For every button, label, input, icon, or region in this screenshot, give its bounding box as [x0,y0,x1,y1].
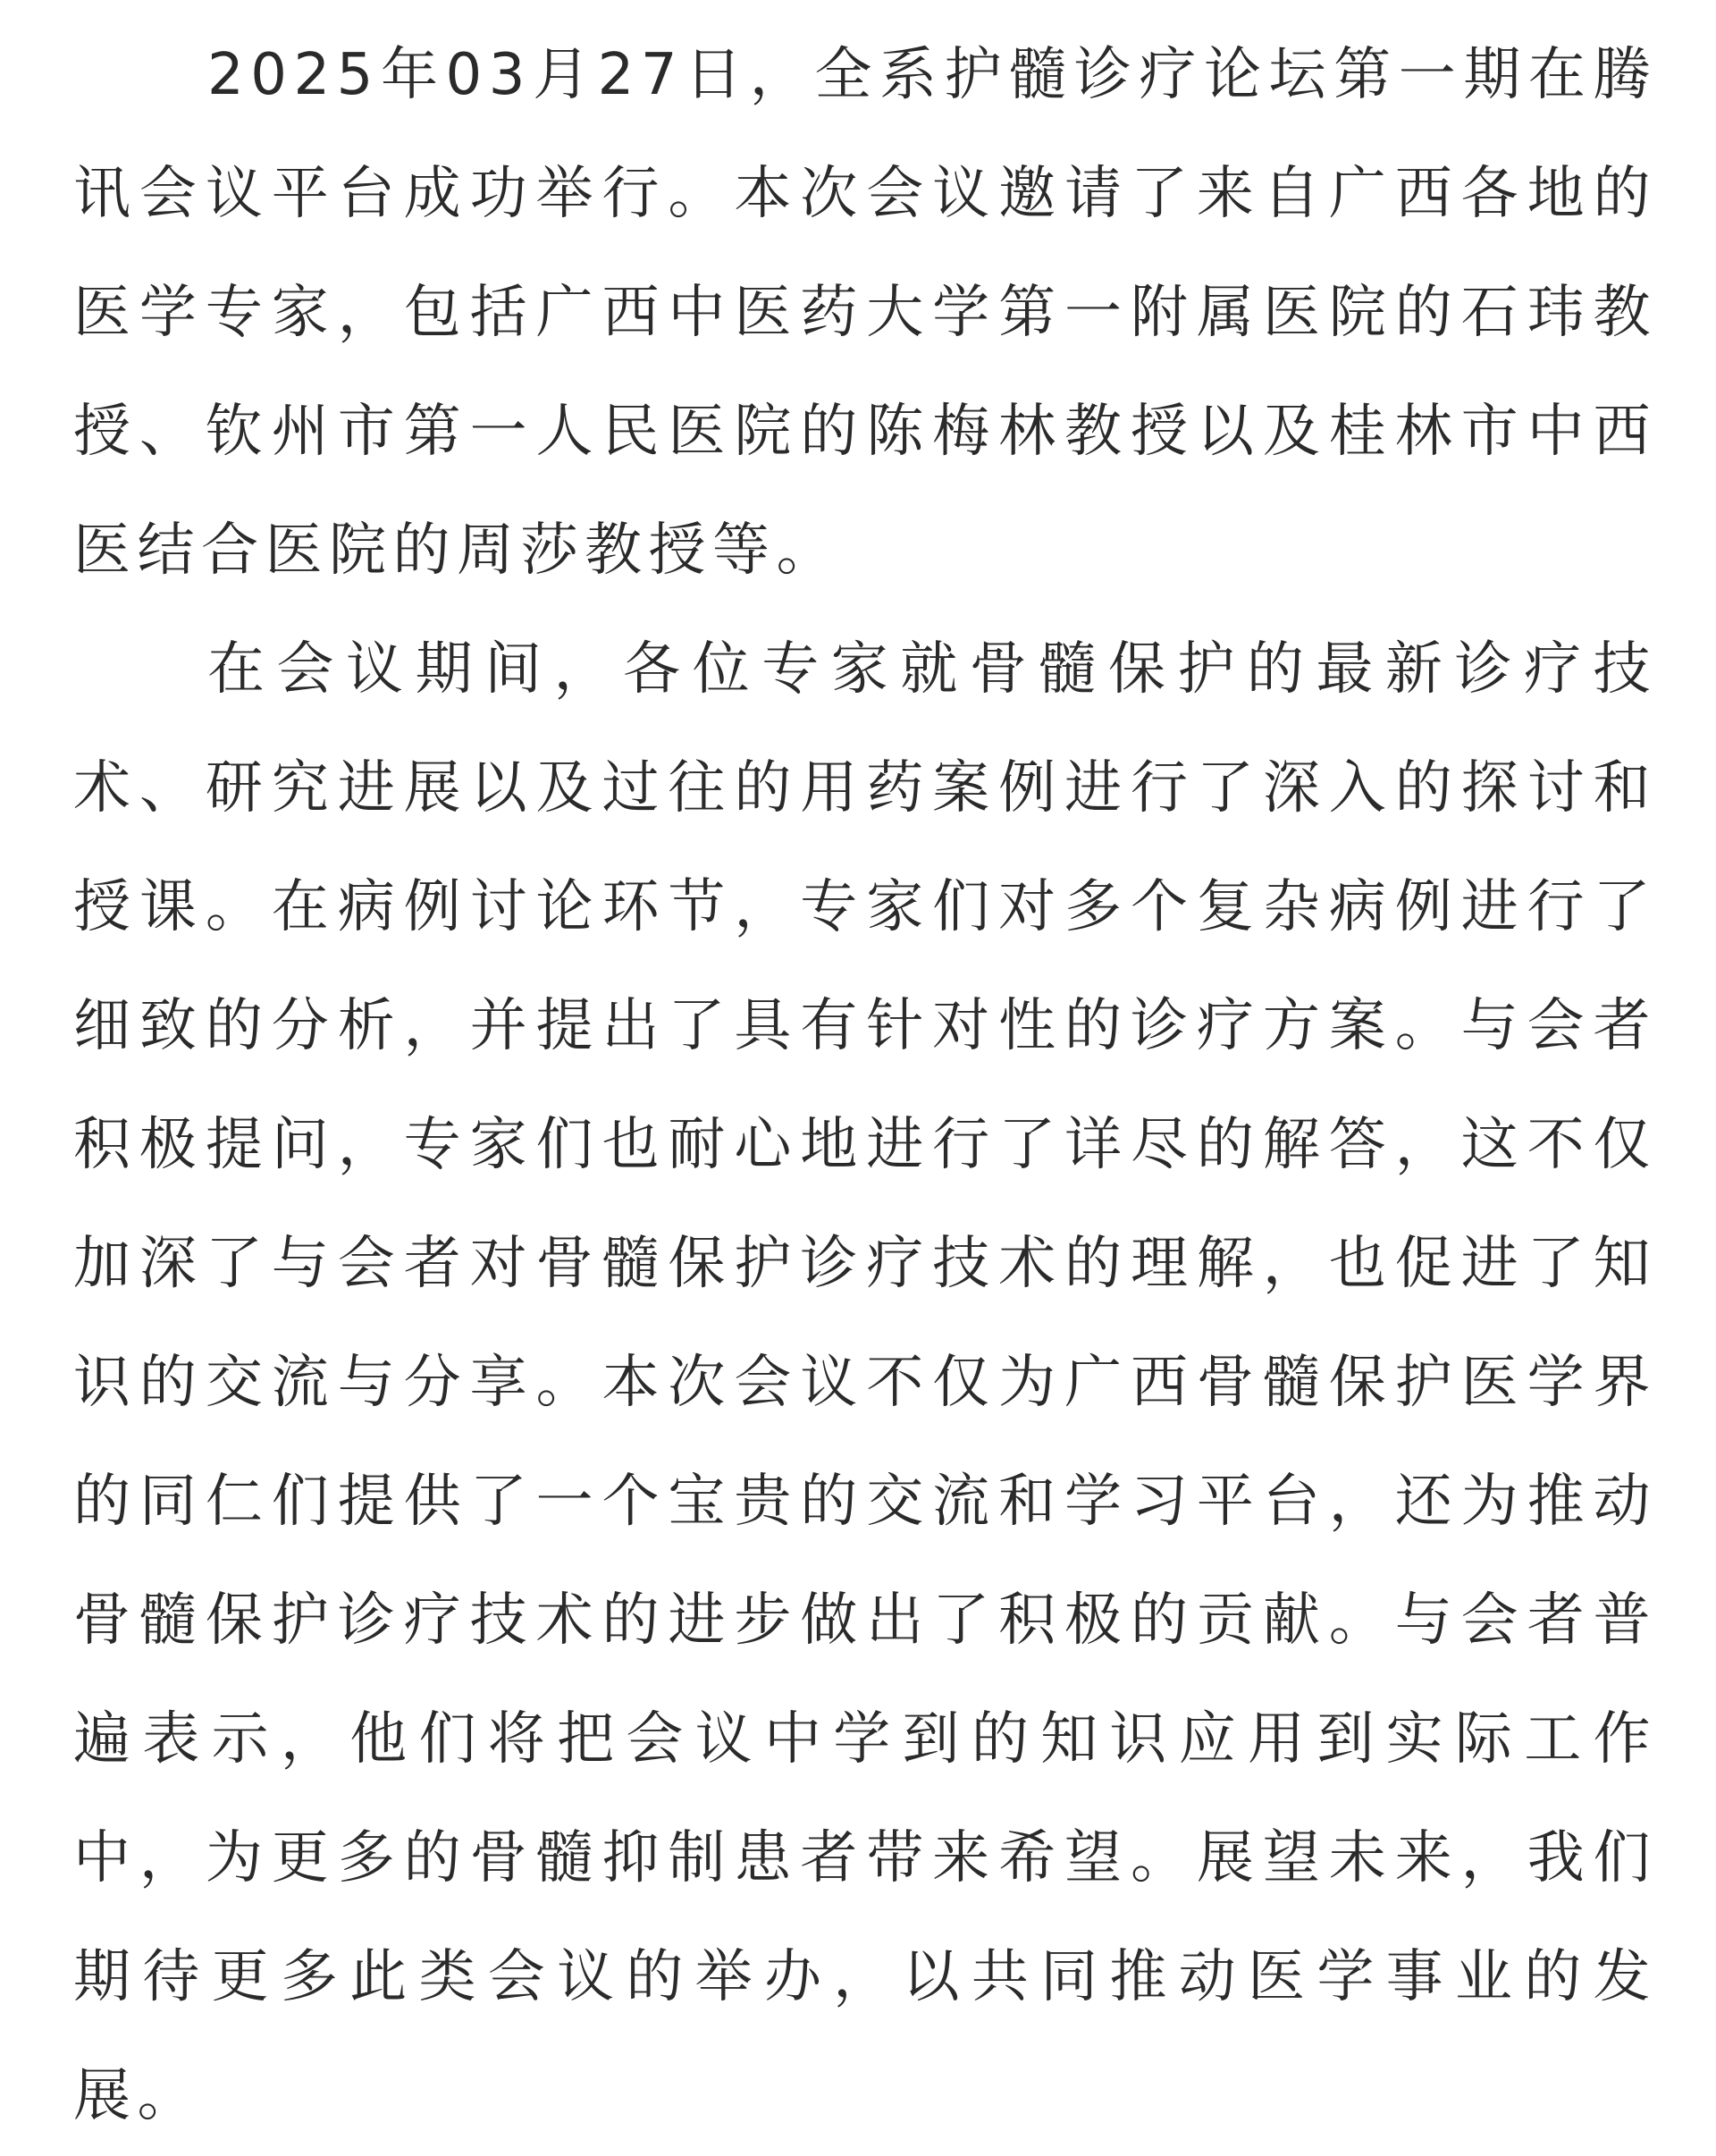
paragraph-discussion: 在会议期间，各位专家就骨髓保护的最新诊疗技术、研究进展以及过往的用药案例进行了深入的探讨和授课。在病例讨论环节，专家们对多个复杂病例进行了细致的分析，并提出了具有针对性的诊疗方案。与会者积极提问，专家们也耐心地进行了详尽的解答，这不仅加深了与会者对骨髓保护诊疗技术的理解，也促进了知识的交流与分享。本次会议不仅为广西骨髓保护医学界的同仁们提供了一个宝贵的交流和学习平台，还为推动骨髓保护诊疗技术的进步做出了积极的贡献。与会者普遍表示，他们将把会议中学到的知识应用到实际工作中，为更多的骨髓抑制患者带来希望。展望未来，我们期待更多此类会议的举办，以共同推动医学事业的发展。 [73,636,1657,2129]
paragraph-intro: 2025年03月27日，全系护髓诊疗论坛第一期在腾讯会议平台成功举行。本次会议邀请了来自广西各地的医学专家，包括广西中医药大学第一附属医院的石玮教授、钦州市第一人民医院的陈梅林教授以及桂林市中西医结合医院的周莎教授等。 [73,42,1657,584]
article-body [73,16,1657,2156]
